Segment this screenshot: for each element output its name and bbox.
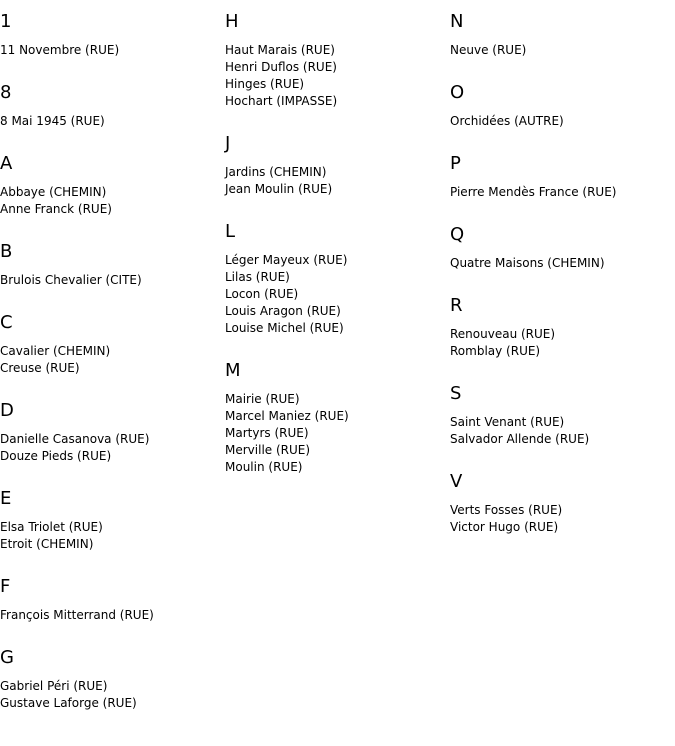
street-name: Victor Hugo (RUE)	[450, 520, 559, 534]
street-name: Salvador Allende (RUE)	[450, 432, 590, 446]
letter-group	[450, 284, 675, 372]
street-list	[0, 510, 225, 553]
street-name: Jardins (CHEMIN)	[225, 165, 327, 179]
letter-heading: H	[225, 11, 239, 32]
street-list	[450, 317, 675, 360]
letter-heading: P	[450, 153, 461, 174]
letter-heading: J	[225, 133, 231, 154]
street-name: Orchidées (AUTRE)	[450, 114, 564, 128]
street-list	[0, 334, 225, 377]
street-list	[225, 243, 450, 337]
street-name: Brulois Chevalier (CITE)	[0, 273, 142, 287]
letter-group	[225, 122, 450, 210]
letter-heading: E	[0, 488, 12, 509]
letter-heading: 8	[0, 82, 12, 103]
letter-heading: M	[225, 360, 241, 381]
street-list	[450, 405, 675, 448]
letter-group	[225, 349, 450, 488]
street-name: Lilas (RUE)	[225, 270, 290, 284]
street-name: Merville (RUE)	[225, 443, 311, 457]
letter-heading: A	[0, 153, 13, 174]
letter-heading: F	[0, 576, 11, 597]
street-name: Abbaye (CHEMIN)	[0, 185, 107, 199]
street-list	[225, 382, 450, 476]
letter-group	[225, 0, 450, 122]
letter-group	[450, 372, 675, 460]
street-list	[450, 493, 675, 536]
letter-heading: N	[450, 11, 464, 32]
street-index-column-2	[225, 0, 450, 488]
street-list	[225, 155, 450, 198]
street-name: Jean Moulin (RUE)	[225, 182, 333, 196]
street-name: Verts Fosses (RUE)	[450, 503, 563, 517]
street-list	[0, 422, 225, 465]
letter-heading: V	[450, 471, 463, 492]
letter-group	[450, 0, 675, 71]
street-list	[0, 263, 225, 289]
street-name: Henri Duflos (RUE)	[225, 60, 337, 74]
letter-heading: S	[450, 383, 462, 404]
street-list	[450, 246, 675, 272]
letter-group	[0, 142, 225, 230]
street-name: Douze Pieds (RUE)	[0, 449, 112, 463]
letter-group	[0, 636, 225, 724]
street-name: Pierre Mendès France (RUE)	[450, 185, 617, 199]
letter-group	[450, 71, 675, 142]
street-name: Haut Marais (RUE)	[225, 43, 335, 57]
letter-group	[225, 210, 450, 349]
street-name: 8 Mai 1945 (RUE)	[0, 114, 105, 128]
letter-group	[0, 71, 225, 142]
street-name: Léger Mayeux (RUE)	[225, 253, 348, 267]
letter-heading: G	[0, 647, 14, 668]
street-name: Gustave Laforge (RUE)	[0, 696, 137, 710]
street-name: Mairie (RUE)	[225, 392, 300, 406]
street-name: 11 Novembre (RUE)	[0, 43, 120, 57]
letter-group	[0, 0, 225, 71]
letter-heading: Q	[450, 224, 465, 245]
street-name: Creuse (RUE)	[0, 361, 80, 375]
letter-group	[450, 213, 675, 284]
street-name: Gabriel Péri (RUE)	[0, 679, 108, 693]
street-name: Louis Aragon (RUE)	[225, 304, 341, 318]
street-name: Quatre Maisons (CHEMIN)	[450, 256, 605, 270]
letter-heading: L	[225, 221, 236, 242]
street-name: Marcel Maniez (RUE)	[225, 409, 349, 423]
street-name: Neuve (RUE)	[450, 43, 527, 57]
letter-heading: D	[0, 400, 14, 421]
street-index-column-3	[450, 0, 675, 548]
letter-heading: C	[0, 312, 13, 333]
letter-heading: 1	[0, 11, 12, 32]
street-list	[0, 175, 225, 218]
street-list	[225, 33, 450, 110]
letter-group	[0, 477, 225, 565]
letter-group	[0, 230, 225, 301]
letter-heading: R	[450, 295, 463, 316]
street-name: Moulin (RUE)	[225, 460, 303, 474]
letter-group	[450, 460, 675, 548]
letter-group	[0, 389, 225, 477]
letter-group	[0, 301, 225, 389]
street-name: Hinges (RUE)	[225, 77, 305, 91]
street-list	[0, 104, 225, 130]
street-list	[450, 33, 675, 59]
street-name: François Mitterrand (RUE)	[0, 608, 154, 622]
street-list	[0, 598, 225, 624]
street-name: Renouveau (RUE)	[450, 327, 556, 341]
street-name: Louise Michel (RUE)	[225, 321, 344, 335]
street-name: Saint Venant (RUE)	[450, 415, 565, 429]
street-name: Hochart (IMPASSE)	[225, 94, 338, 108]
street-name: Romblay (RUE)	[450, 344, 541, 358]
street-name: Danielle Casanova (RUE)	[0, 432, 150, 446]
street-name: Anne Franck (RUE)	[0, 202, 112, 216]
letter-group	[0, 565, 225, 636]
letter-heading: O	[450, 82, 465, 103]
street-name: Martyrs (RUE)	[225, 426, 309, 440]
street-list	[450, 104, 675, 130]
street-list	[0, 33, 225, 59]
street-list	[450, 175, 675, 201]
street-name: Elsa Triolet (RUE)	[0, 520, 103, 534]
street-name: Locon (RUE)	[225, 287, 299, 301]
letter-heading: B	[0, 241, 13, 262]
letter-group	[450, 142, 675, 213]
street-name: Etroit (CHEMIN)	[0, 537, 94, 551]
street-list	[0, 669, 225, 712]
street-index-column-1	[0, 0, 225, 724]
street-name: Cavalier (CHEMIN)	[0, 344, 111, 358]
